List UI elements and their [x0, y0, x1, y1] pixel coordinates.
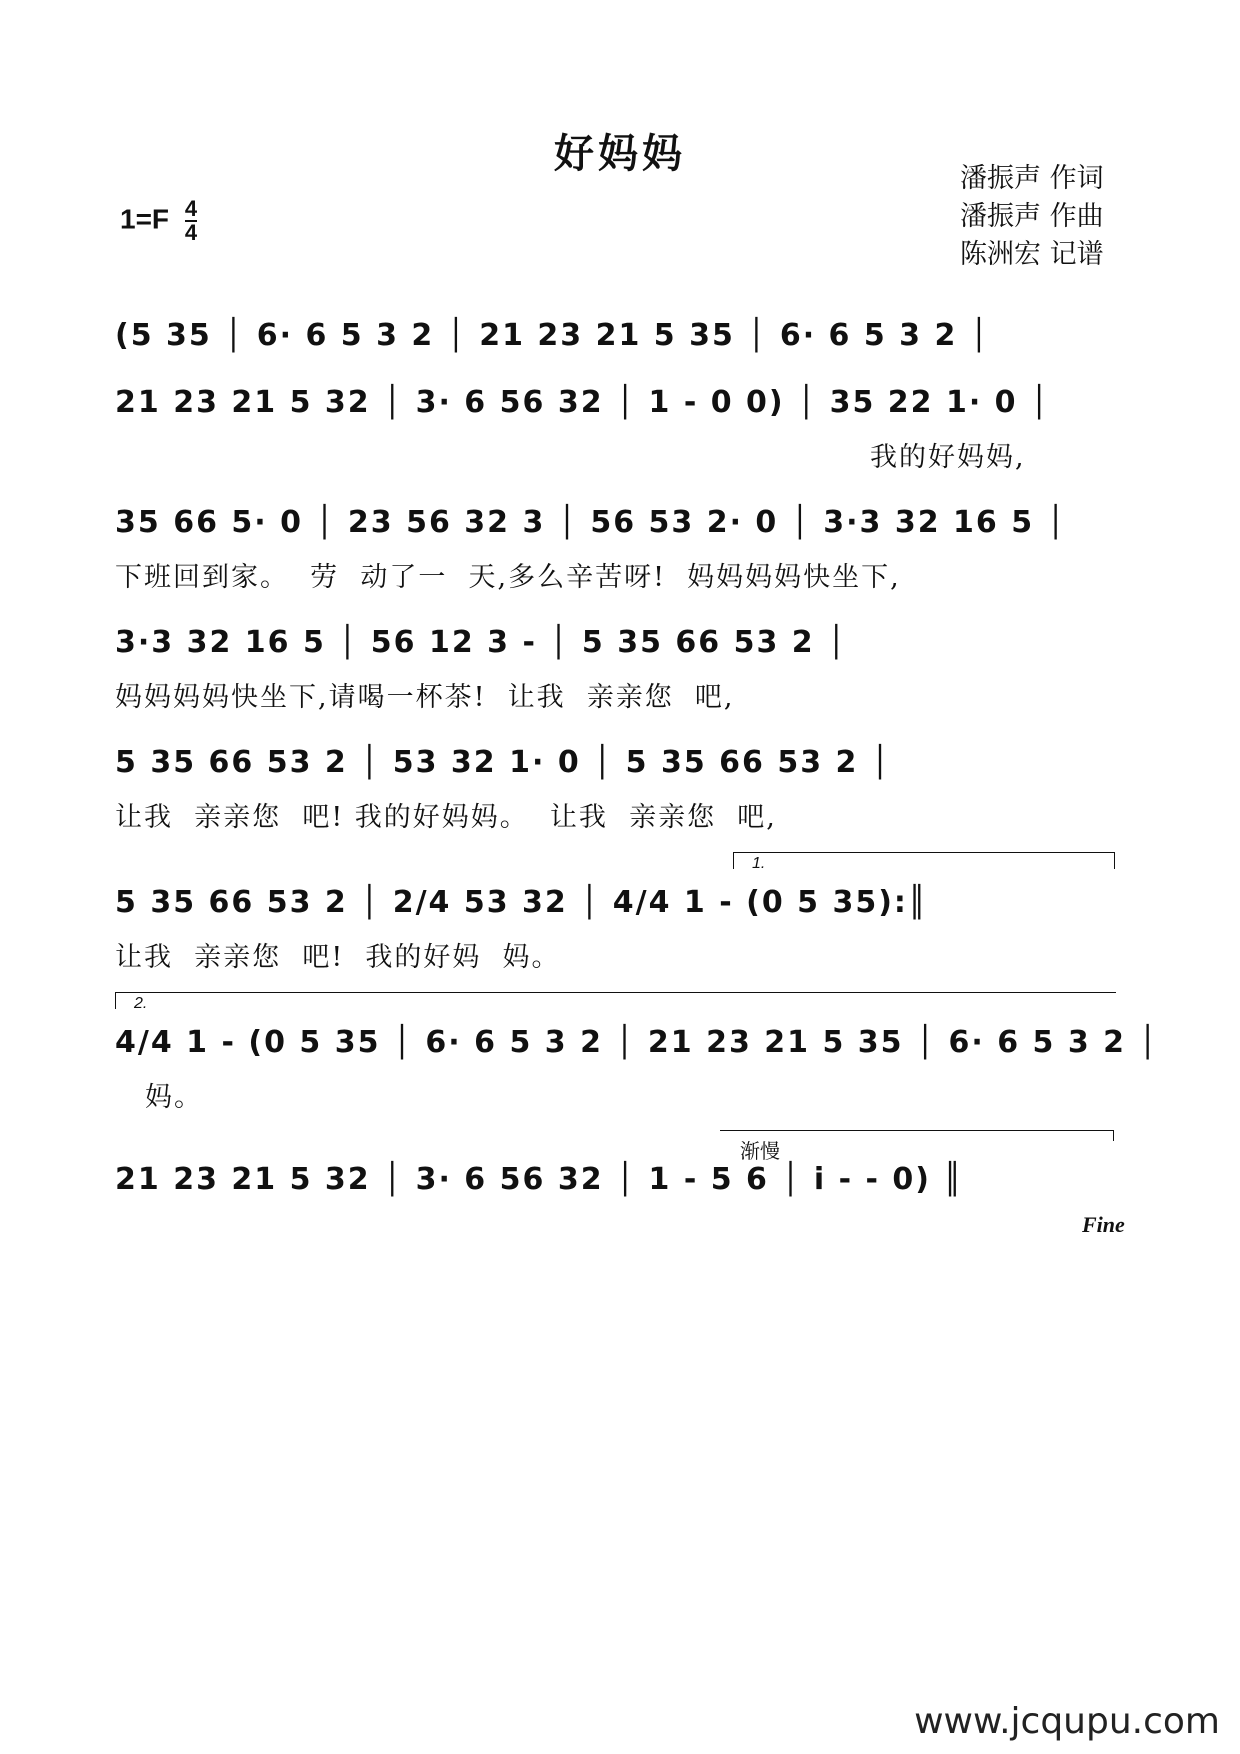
key-signature	[120, 198, 197, 244]
lyrics-line-7: 妈。	[145, 1082, 203, 1113]
lyrics-line-3: 下班回到家。 劳 动了一 天,多么辛苦呀! 妈妈妈妈快坐下,	[115, 562, 901, 593]
notes-line-2: 21 23 21 5 32 │ 3· 6 56 32 │ 1 - 0 0) │ 35 22 1· 0 │	[115, 385, 1051, 420]
score-line-2	[115, 385, 1125, 473]
credits	[960, 160, 1104, 274]
volta-2	[115, 992, 1116, 1012]
volta-1	[733, 852, 1115, 872]
time-sig-bottom: 4	[184, 220, 198, 245]
notes-line-8: 21 23 21 5 32 │ 3· 6 56 32 │ 1 - 5 6 │ i - - 0) ║	[115, 1162, 964, 1197]
tempo-bracket	[720, 1130, 1114, 1141]
score-line-1	[115, 318, 1125, 358]
transcriber-credit: 陈洲宏 记谱	[960, 239, 1104, 270]
score-line-6	[115, 885, 1125, 973]
time-sig-top: 4	[184, 196, 198, 221]
tempo-mark-ritardando: 渐慢	[740, 1139, 780, 1163]
fine-mark: Fine	[1082, 1212, 1125, 1237]
website-watermark: www.jcqupu.com	[914, 1701, 1220, 1742]
lyrics-line-2: 我的好妈妈,	[870, 442, 1026, 473]
score-line-4	[115, 625, 1125, 713]
volta-1-number: 1.	[752, 855, 766, 872]
volta-2-number: 2.	[134, 995, 148, 1012]
lyrics-line-6: 让我 亲亲您 吧! 我的好妈 妈。	[115, 942, 561, 973]
composer-credit: 潘振声 作曲	[960, 201, 1104, 232]
key-label: 1=F	[120, 203, 170, 235]
lyricist-credit: 潘振声 作词	[960, 163, 1104, 194]
lyrics-line-4: 妈妈妈妈快坐下,请喝一杯茶! 让我 亲亲您 吧,	[115, 682, 735, 713]
song-title: 好妈妈	[554, 130, 686, 177]
notes-line-7: 4/4 1 - (0 5 35 │ 6· 6 5 3 2 │ 21 23 21 5 35 │ 6· 6 5 3 2 │	[115, 1025, 1159, 1060]
score-line-5	[115, 745, 1125, 833]
score-line-8	[115, 1162, 1125, 1202]
notes-line-6: 5 35 66 53 2 │ 2/4 53 32 │ 4/4 1 - (0 5 35):║	[115, 885, 928, 920]
notes-line-5: 5 35 66 53 2 │ 53 32 1· 0 │ 5 35 66 53 2 │	[115, 745, 891, 780]
notes-line-4: 3·3 32 16 5 │ 56 12 3 - │ 5 35 66 53 2 │	[115, 625, 848, 660]
score-line-7	[115, 1025, 1159, 1113]
notes-line-3: 35 66 5· 0 │ 23 56 32 3 │ 56 53 2· 0 │ 3·3 32 16 5 │	[115, 505, 1067, 540]
time-signature	[185, 198, 197, 244]
lyrics-line-5: 让我 亲亲您 吧! 我的好妈妈。 让我 亲亲您 吧,	[115, 802, 777, 833]
score-line-3	[115, 505, 1125, 593]
notes-line-1: (5 35 │ 6· 6 5 3 2 │ 21 23 21 5 35 │ 6· 6 5 3 2 │	[115, 318, 990, 353]
